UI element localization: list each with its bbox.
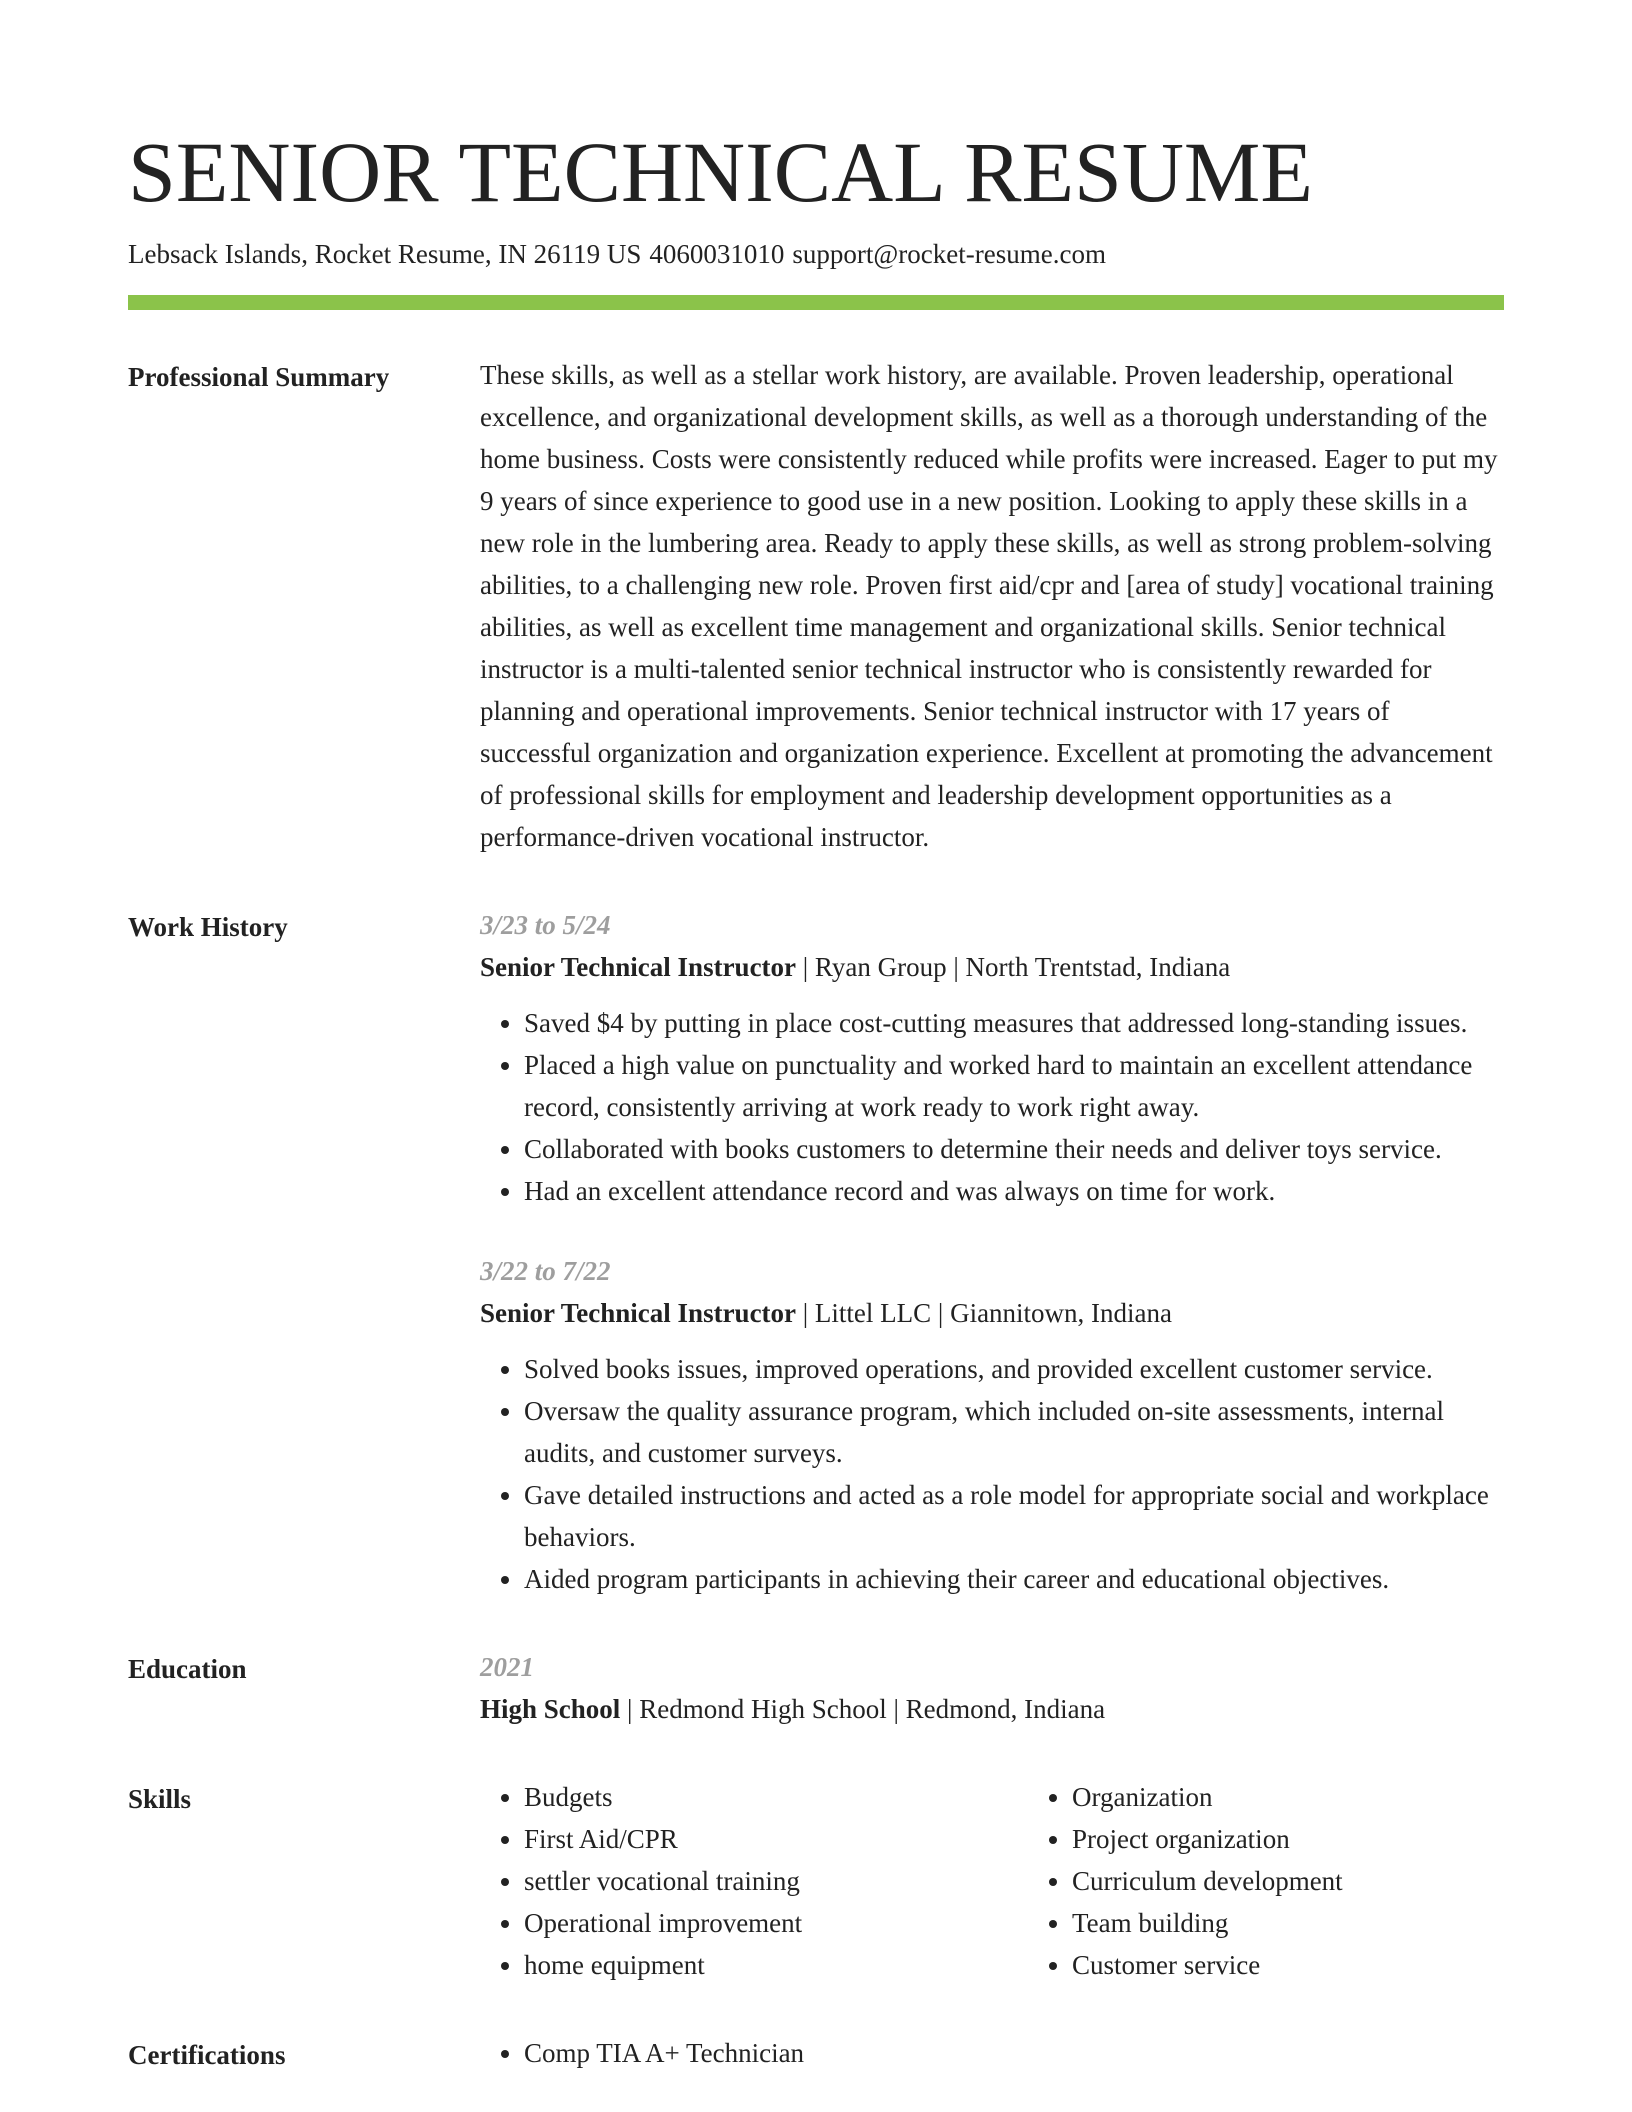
certification-item: • Comp TIA A+ Technician [524,2032,1504,2074]
education-details: | Redmond High School | Redmond, Indiana [620,1694,1106,1724]
job-bullet: • Had an excellent attendance record and was always on time for work. [524,1170,1504,1212]
skills-list-right [1028,1776,1572,1986]
skill-item: • First Aid/CPR [524,1818,1028,1860]
accent-divider [128,295,1504,310]
job-entry [480,904,1504,1212]
skill-item: • Customer service [1072,1944,1572,1986]
resume-title: SENIOR TECHNICAL RESUME [128,124,1313,220]
job-bullet: • Collaborated with books customers to determine their needs and deliver toys service. [524,1128,1504,1170]
job-bullet: • Oversaw the quality assurance program, which included on-site assessments, internal audits, and customer surveys. [524,1390,1504,1474]
contact-email: support@rocket-resume.com [792,239,1106,269]
skill-item: • Project organization [1072,1818,1572,1860]
skill-item: • Budgets [524,1776,1028,1818]
education-line [480,1688,1504,1730]
job-details: | Ryan Group | North Trentstad, Indiana [796,952,1231,982]
summary-heading: Professional Summary [128,362,390,392]
skill-item: • home equipment [524,1944,1028,1986]
contact-address: Lebsack Islands, Rocket Resume, IN 26119 US [128,239,642,269]
job-title: Senior Technical Instructor [480,1298,797,1328]
job-bullet: • Gave detailed instructions and acted as a role model for appropriate social and workplace behaviors. [524,1474,1504,1558]
contact-line [128,236,1504,272]
job-entry [480,1250,1504,1600]
skill-item: • Organization [1072,1776,1572,1818]
skills-list-left [480,1776,1028,1986]
job-title: Senior Technical Instructor [480,952,797,982]
job-bullet: • Saved $4 by putting in place cost-cutting measures that addressed long-standing issues. [524,1002,1504,1044]
job-role-line [480,946,1504,988]
job-details: | Littel LLC | Giannitown, Indiana [796,1298,1173,1328]
work-history-heading: Work History [128,912,288,942]
skill-item: • Team building [1072,1902,1572,1944]
skill-item: • Curriculum development [1072,1860,1572,1902]
education-section [128,1652,1504,1730]
skill-item: • Operational improvement [524,1902,1028,1944]
work-history-section [128,910,1504,1600]
job-dates: 3/23 to 5/24 [480,910,611,940]
resume-page [128,0,1504,2075]
skills-section [128,1782,1504,1986]
job-bullets [480,1348,1504,1600]
job-role-line [480,1292,1504,1334]
certifications-heading: Certifications [128,2040,286,2070]
skill-item: • settler vocational training [524,1860,1028,1902]
job-bullet: • Solved books issues, improved operations, and provided excellent customer service. [524,1348,1504,1390]
job-dates: 3/22 to 7/22 [480,1256,611,1286]
job-bullets [480,1002,1504,1212]
certifications-list [480,2032,1504,2074]
education-degree: High School [480,1694,621,1724]
summary-text: These skills, as well as a stellar work history, are available. Proven leadership, operational excellence, and organizational development skills, as well as a thorough understanding of the home business. Costs were consistently reduced while profits were increased. Eager to put my 9 years of since experience to good use in a new position. Looking to apply these skills in a new role in the lumbering area. Ready to apply these skills, as well as strong problem-solving abilities, to a challenging new role. Proven first aid/cpr and [area of study] vocational training abilities, as well as excellent time management and organizational skills. Senior technical instructor is a multi-talented senior technical instructor who is consistently rewarded for planning and operational improvements. Senior technical instructor with 17 years of successful organization and organization experience. Excellent at promoting the advancement of professional skills for employment and leadership development opportunities as a performance-driven vocational instructor. [480,360,1498,852]
skills-heading: Skills [128,1784,192,1814]
job-bullet: • Placed a high value on punctuality and worked hard to maintain an excellent attendance record, consistently arriving at work ready to work right away. [524,1044,1504,1128]
certifications-section [128,2038,1504,2075]
summary-section [128,360,1504,858]
job-bullet: • Aided program participants in achieving their career and educational objectives. [524,1558,1504,1600]
contact-phone: 4060031010 [649,239,785,269]
education-year: 2021 [480,1652,534,1682]
education-heading: Education [128,1654,247,1684]
